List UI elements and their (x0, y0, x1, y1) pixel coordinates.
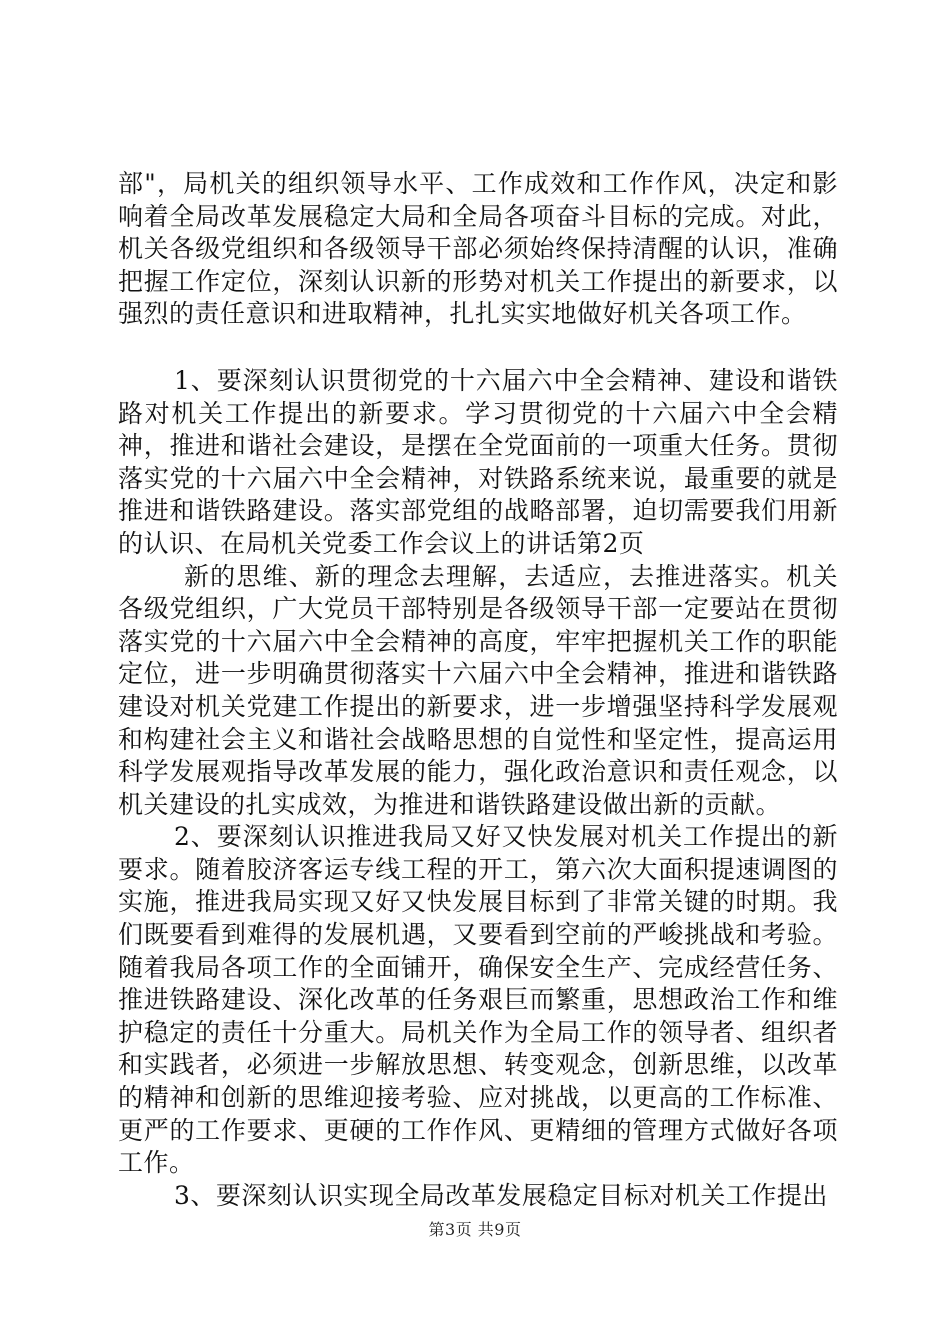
paragraph-section-2: 2、要深刻认识推进我局又好又快发展对机关工作提出的新要求。随着胶济客运专线工程的开工，第六次大面积提速调图的实施，推进我局实现又好又快发展目标到了非常关键的时期。我们既要看到难得的发展机遇，又要看到空前的严峻挑战和考验。随着我局各项工作的全面铺开，确保安全生产、完成经营任务、推进铁路建设、深化改革的任务艰巨而繁重，思想政治工作和维护稳定的责任十分重大。局机关作为全局工作的领导者、组织者和实践者，必须进一步解放思想、转变观念，创新思维，以改革的精神和创新的思维迎接考验、应对挑战，以更高的工作标准、更严的工作要求、更硬的工作作风、更精细的管理方式做好各项工作。 (118, 822, 838, 1178)
document-body (118, 168, 838, 1212)
page-footer: 第3页 共9页 (428, 1220, 522, 1239)
paragraph-section-1: 1、要深刻认识贯彻党的十六届六中全会精神、建设和谐铁路对机关工作提出的新要求。学习贯彻党的十六届六中全会精神，推进和谐社会建设，是摆在全党面前的一项重大任务。贯彻落实党的十六届六中全会精神，对铁路系统来说，最重要的就是推进和谐铁路建设。落实部党组的战略部署，迫切需要我们用新的认识、在局机关党委工作会议上的讲话第2页 (118, 365, 838, 558)
paragraph-section-1-continued: 新的思维、新的理念去理解，去适应，去推进落实。机关各级党组织，广大党员干部特别是各级领导干部一定要站在贯彻落实党的十六届六中全会精神的高度，牢牢把握机关工作的职能定位，进一步明确贯彻落实十六届六中全会精神，推进和谐铁路建设对机关党建工作提出的新要求，进一步增强坚持科学发展观和构建社会主义和谐社会战略思想的自觉性和坚定性，提高运用科学发展观指导改革发展的能力，强化政治意识和责任观念，以机关建设的扎实成效，为推进和谐铁路建设做出新的贡献。 (118, 561, 838, 819)
paragraph-gap (118, 331, 838, 365)
paragraph-continuation: 部"，局机关的组织领导水平、工作成效和工作作风，决定和影响着全局改革发展稳定大局和全局各项奋斗目标的完成。对此，机关各级党组织和各级领导干部必须始终保持清醒的认识，准确把握工作定位，深刻认识新的形势对机关工作提出的新要求，以强烈的责任意识和进取精神，扎扎实实地做好机关各项工作。 (118, 169, 838, 329)
paragraph-section-3: 3、要深刻认识实现全局改革发展稳定目标对机关工作提出 (174, 1180, 828, 1210)
